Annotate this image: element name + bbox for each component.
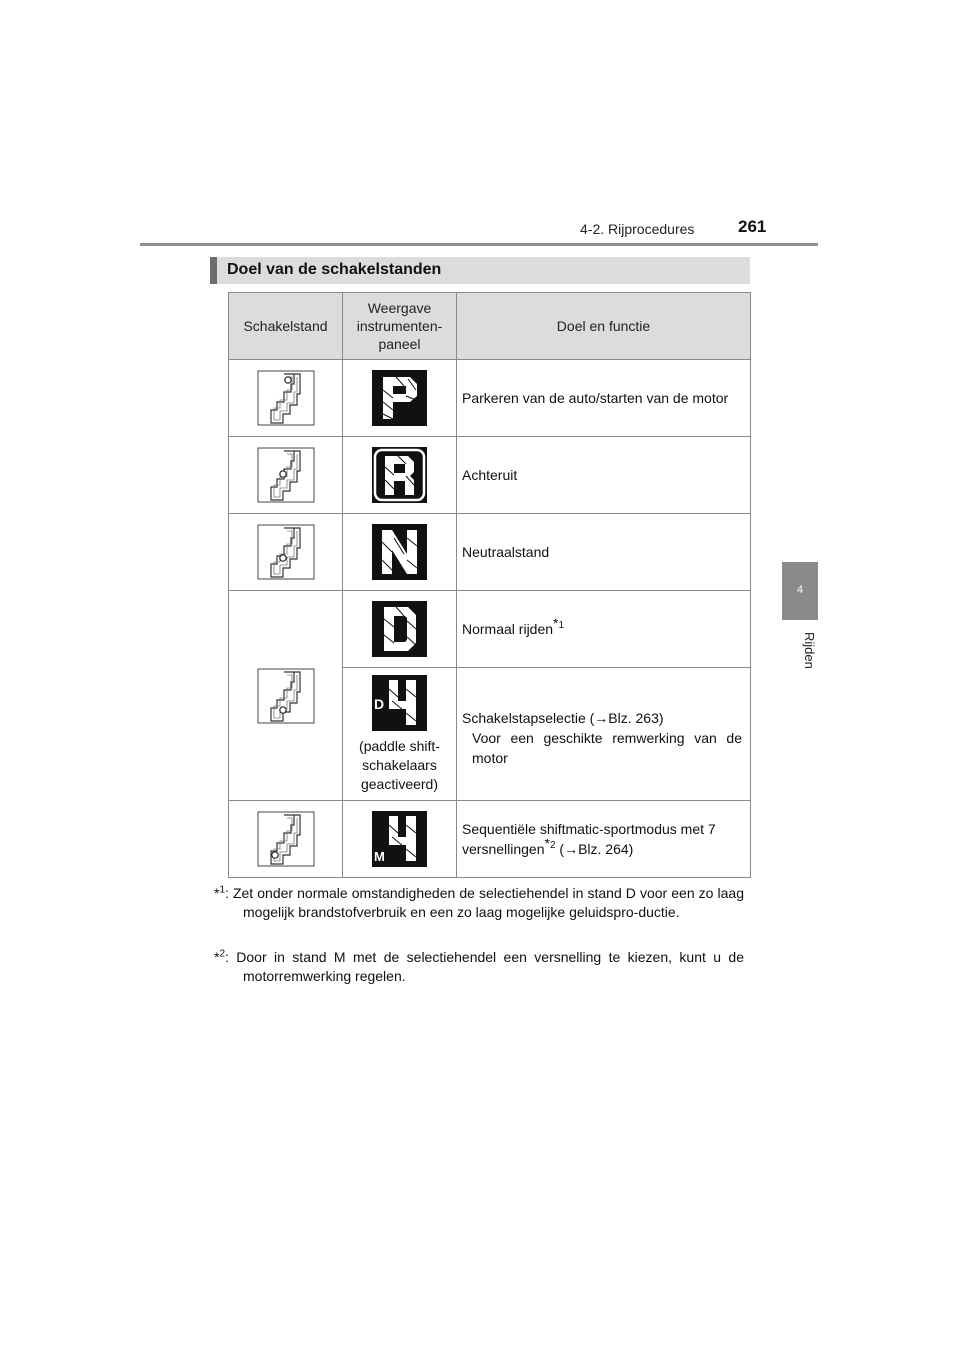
- footnote-1: [214, 884, 744, 922]
- display-cell: [343, 437, 457, 514]
- section-title-bar: [210, 257, 750, 284]
- display-n-icon: [372, 524, 427, 580]
- lever-cell: [229, 360, 343, 437]
- caption-line: geactiveerd): [360, 775, 439, 792]
- footnote-1-mark: [214, 885, 225, 901]
- display-d4-icon: [372, 675, 427, 731]
- gear-lever-n-icon: [257, 524, 315, 580]
- shift-position-table: [228, 292, 751, 878]
- footnote-2-text: [214, 948, 744, 986]
- chapter-tab: [782, 562, 818, 620]
- footnote-number: 2: [219, 948, 226, 960]
- description-text: Sequentiële shiftmatic-sportmodus met 7: [462, 821, 716, 837]
- description-cell: Achteruit: [457, 437, 751, 514]
- description-cell: [457, 668, 751, 801]
- column-header-weergave: [343, 293, 457, 360]
- footnote-star: *: [553, 615, 559, 632]
- column-header-schakelstand: Schakelstand: [229, 293, 343, 360]
- footnote-ref: 1: [558, 620, 565, 632]
- display-cell: [343, 668, 457, 801]
- lever-cell: [229, 514, 343, 591]
- page-number: 261: [738, 217, 767, 236]
- display-m4-icon: [372, 811, 427, 867]
- lever-cell: [229, 437, 343, 514]
- description-cell: Parkeren van de auto/starten van de motor: [457, 360, 751, 437]
- table-row: [229, 801, 751, 878]
- table-row: [229, 360, 751, 437]
- description-cell: [457, 801, 751, 878]
- description-text-part: versnellingen: [462, 841, 545, 857]
- chapter-number: 4: [796, 584, 804, 596]
- footnote-number: 1: [219, 884, 226, 896]
- description-subtext: Voor een geschikte remwerking van de motor: [472, 730, 742, 766]
- column-header-weergave-line: instrumenten-: [356, 318, 443, 334]
- display-d-letter: D: [374, 695, 385, 712]
- arrow-icon: →: [594, 710, 609, 726]
- footnote-2-mark: [214, 949, 225, 965]
- table-row: [229, 591, 751, 668]
- display-cell: [343, 801, 457, 878]
- footnote-star: *: [544, 835, 550, 852]
- description-cell: Neutraalstand: [457, 514, 751, 591]
- column-header-weergave-line: Weergave: [367, 300, 432, 316]
- footnote-body: : Zet onder normale omstandigheden de selectiehendel in stand D voor een zo laag mogelijk brandstofverbruik en een zo laag mogelijke geluidspro-ductie.: [225, 885, 744, 920]
- column-header-weergave-line: paneel: [378, 336, 421, 352]
- gear-lever-r-icon: [257, 447, 315, 503]
- gear-lever-m-icon: [257, 811, 315, 867]
- gear-lever-p-icon: [257, 370, 315, 426]
- caption-line: (paddle shift-: [359, 737, 440, 754]
- section-title-accent: [210, 257, 217, 284]
- display-p-icon: [372, 370, 427, 426]
- arrow-icon: →: [564, 841, 579, 857]
- display-cell: [343, 360, 457, 437]
- footnote-ref: 2: [549, 840, 556, 852]
- lever-cell: [229, 591, 343, 801]
- display-m-letter: M: [374, 849, 385, 864]
- page-reference-link[interactable]: Blz. 263): [608, 710, 664, 726]
- description-text: versnellingen$^{*2}$ (→Blz. 264): [462, 835, 634, 857]
- lever-cell: [229, 801, 343, 878]
- caption-line: schakelaars: [362, 756, 437, 773]
- description-text: [462, 708, 742, 728]
- footnote-body: : Door in stand M met de selectiehendel een versnelling te kiezen, kunt u de motorremwerking regelen.: [225, 949, 744, 984]
- table-header-row: [229, 293, 751, 360]
- section-title: Doel van de schakelstanden: [227, 261, 442, 278]
- column-header-doel: Doel en functie: [457, 293, 751, 360]
- description-cell: [457, 591, 751, 668]
- header-rule: [140, 243, 818, 246]
- gear-lever-d-icon: [257, 668, 315, 724]
- table-row: [229, 514, 751, 591]
- footnote-1-text: [214, 884, 744, 922]
- display-cell: [343, 514, 457, 591]
- page-reference-link[interactable]: Blz. 264): [578, 841, 634, 857]
- running-header-section: 4-2. Rijprocedures: [580, 221, 695, 237]
- footnote-star: *: [214, 885, 220, 901]
- description-lead: Schakelstapselectie (: [462, 710, 595, 726]
- display-d-icon: [372, 601, 427, 657]
- footnote-2: [214, 948, 744, 986]
- description-text: Normaal rijden: [462, 621, 554, 637]
- table-row: [229, 437, 751, 514]
- paddle-shift-caption: [343, 737, 456, 794]
- display-cell: [343, 591, 457, 668]
- chapter-name: Rijden: [802, 632, 817, 669]
- footnote-star: *: [214, 949, 220, 965]
- display-r-icon: [372, 447, 427, 503]
